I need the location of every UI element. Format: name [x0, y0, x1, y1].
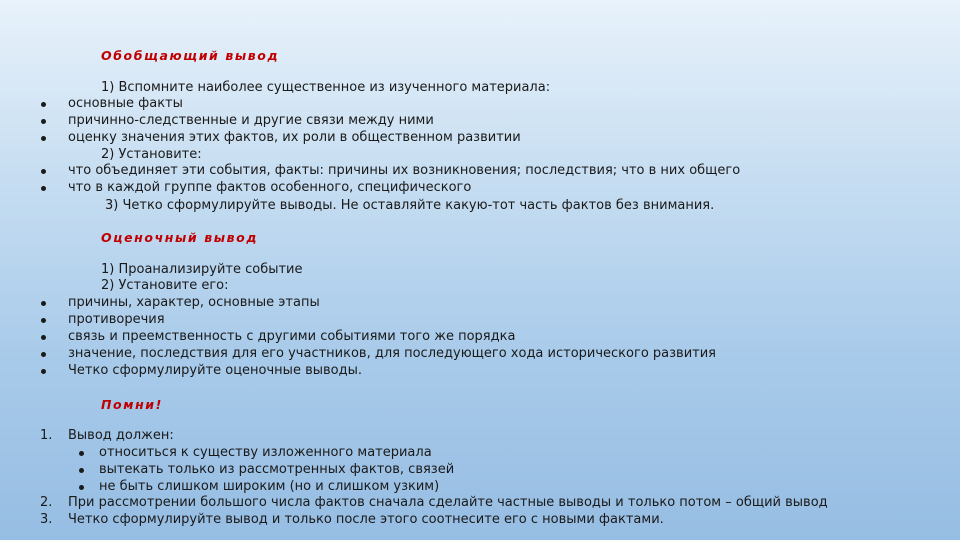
bullet-icon	[41, 369, 46, 374]
bullet-icon	[41, 169, 46, 174]
list-item: причинно-следственные и другие связи между ними	[68, 113, 434, 128]
list-item: Четко сформулируйте вывод и только после этого соотнесите его с новыми фактами.	[68, 512, 664, 527]
step-2-text: 2) Установите его:	[101, 278, 229, 293]
list-item: что в каждой группе фактов особенного, специфического	[68, 180, 472, 195]
sub-list-item: относиться к существу изложенного материала	[99, 445, 432, 460]
bullet-icon	[41, 335, 46, 340]
bullet-icon	[41, 318, 46, 323]
list-item: связь и преемственность с другими событиями того же порядка	[68, 329, 516, 344]
bullet-icon	[41, 301, 46, 306]
bullet-icon	[41, 119, 46, 124]
sub-list-item: вытекать только из рассмотренных фактов, связей	[99, 462, 455, 477]
list-item: При рассмотрении большого числа фактов сначала сделайте частные выводы и только потом – общий вывод	[68, 495, 828, 510]
bullet-icon	[41, 136, 46, 141]
list-item: причины, характер, основные этапы	[68, 295, 320, 310]
bullet-icon	[79, 468, 84, 473]
list-item: значение, последствия для его участников, для последующего хода исторического развития	[68, 346, 716, 361]
list-item: противоречия	[68, 312, 165, 327]
sub-list-item: не быть слишком широким (но и слишком узким)	[99, 479, 440, 494]
list-item: что объединяет эти события, факты: причины их возникновения; последствия; что в них общего	[68, 163, 741, 178]
step-3-text: 3) Четко сформулируйте выводы. Не оставляйте какую-тот часть фактов без внимания.	[105, 198, 715, 213]
bullet-icon	[79, 485, 84, 490]
list-item: оценку значения этих фактов, их роли в общественном развитии	[68, 130, 521, 145]
list-item: основные факты	[68, 96, 183, 111]
list-number: 2.	[40, 495, 53, 510]
step-1-text: 1) Проанализируйте событие	[101, 262, 303, 277]
section-heading-general-conclusion: Обобщающий вывод	[101, 48, 280, 63]
list-number: 3.	[40, 512, 53, 527]
list-item: Вывод должен:	[68, 428, 174, 443]
bullet-icon	[41, 186, 46, 191]
step-1-text: 1) Вспомните наиболее существенное из изученного материала:	[101, 80, 551, 95]
bullet-icon	[41, 352, 46, 357]
step-2-text: 2) Установите:	[101, 147, 202, 162]
list-number: 1.	[40, 428, 53, 443]
bullet-icon	[41, 102, 46, 107]
list-item: Четко сформулируйте оценочные выводы.	[68, 363, 362, 378]
section-heading-remember: Помни!	[101, 397, 163, 412]
section-heading-evaluative-conclusion: Оценочный вывод	[101, 230, 259, 245]
bullet-icon	[79, 451, 84, 456]
